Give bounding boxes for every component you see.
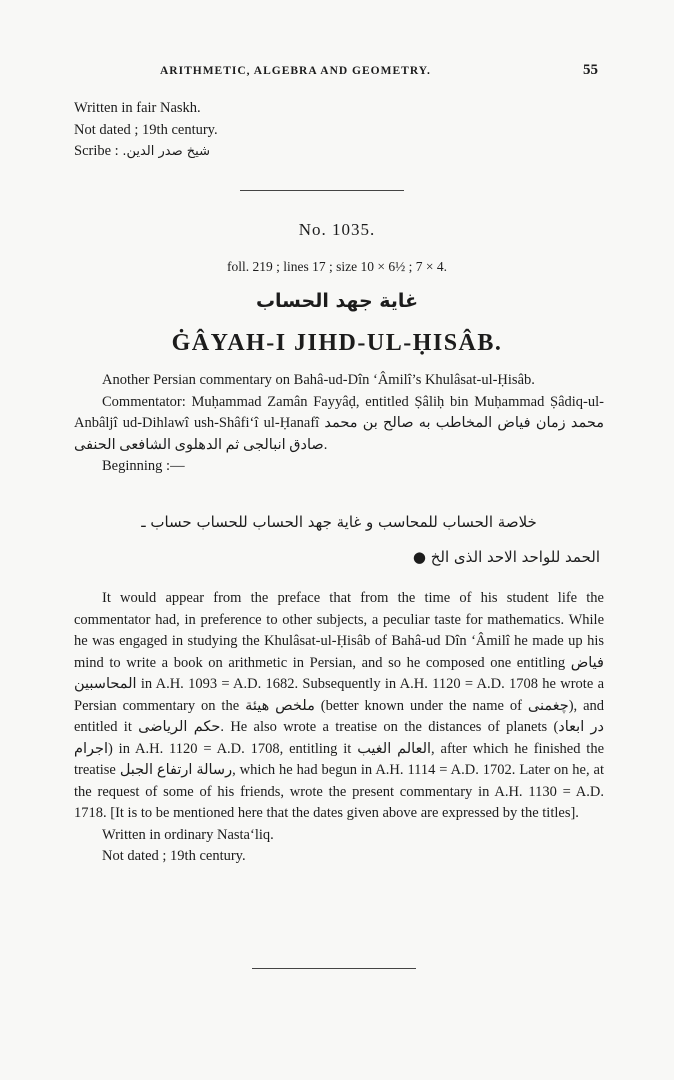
separator-rule-bottom	[252, 968, 416, 969]
script-note: Written in ordinary Nasta‘liq.	[102, 826, 274, 843]
beginning-label: Beginning :—	[102, 458, 185, 474]
page-header	[74, 60, 604, 84]
date-note: Not dated ; 19th century.	[102, 848, 246, 864]
folio-info: foll. 219 ; lines 17 ; size 10 × 6½ ; 7 × 4.	[227, 259, 447, 274]
scribe-name: شيخ صدر الدين.	[122, 144, 210, 159]
previous-entry-meta	[74, 98, 604, 163]
beginning-arabic-line-1: خلاصة الحساب للمحاسب و غاية جهد الحساب للحساب حساب ـ	[141, 513, 537, 531]
beginning-arabic-line-2: الحمد للواحد الاحد الذی الخ ●	[412, 548, 600, 566]
entry-body	[74, 588, 604, 868]
entry-number: No. 1035.	[298, 220, 376, 239]
scribe-line	[74, 141, 604, 163]
body-paragraph: It would appear from the preface that from the time of his student life the commentator had, in preference to other subjects, a peculiar taste for mathematics. While he was engaged in studying the Khulâsat-ul-Ḥisâb of Bahâ-ud Dîn ‘Âmilî he made up his mind to write a book on arithmetic in Persian, and so he composed one entitling فیاض المحاسبین in A.H. 1093 = A.D. 1682. Subsequently in A.H. 1120 = A.D. 1708 he wrote a Persian commentary on the ملخص هیئة (better known under the name of چغمنی), and entitled it حکم الرياضی. He also wrote a treatise on the distances of planets (در ابعاد اجرام) in A.H. 1120 = A.D. 1708, entitling it العالم الغيب, after which he finished the treatise رسالة ارتفاع الجبل, which he had begun in A.H. 1114 = A.D. 1702. Later on he, at the request of some of his friends, wrote the present commentary in A.H. 1130 = A.D. 1718. [It is to be mentioned here that the dates given above are expressed by the titles].	[74, 590, 605, 821]
script-line: Written in fair Naskh.	[74, 100, 201, 116]
running-head: ARITHMETIC, ALGEBRA AND GEOMETRY.	[160, 65, 431, 77]
separator-rule-top	[240, 190, 404, 191]
entry-title: ĠÂYAH-I JIHD-UL-ḤISÂB.	[171, 330, 503, 356]
scribe-label: Scribe :	[74, 143, 119, 159]
entry-description	[74, 370, 604, 478]
commentator-paragraph: Commentator: Muḥammad Zamân Fayyâḍ, entitled Ṣâliḥ bin Muḥammad Ṣâdiq-ul-Anbâljî ud-Dihlawî ush-Shâfi‘î ul-Ḥanafî محمد زمان فیاض المخاطب به صالح بن محمد صادق انبالجی ثم الدهلوی الشافعی الحنفی.	[74, 393, 605, 453]
page-number: 55	[583, 62, 598, 78]
arabic-title: غاية جهد الحساب	[255, 290, 419, 312]
date-line: Not dated ; 19th century.	[74, 121, 218, 138]
description-paragraph: Another Persian commentary on Bahâ-ud-Dîn ‘Âmilî’s Khulâsat-ul-Ḥisâb.	[102, 372, 535, 388]
